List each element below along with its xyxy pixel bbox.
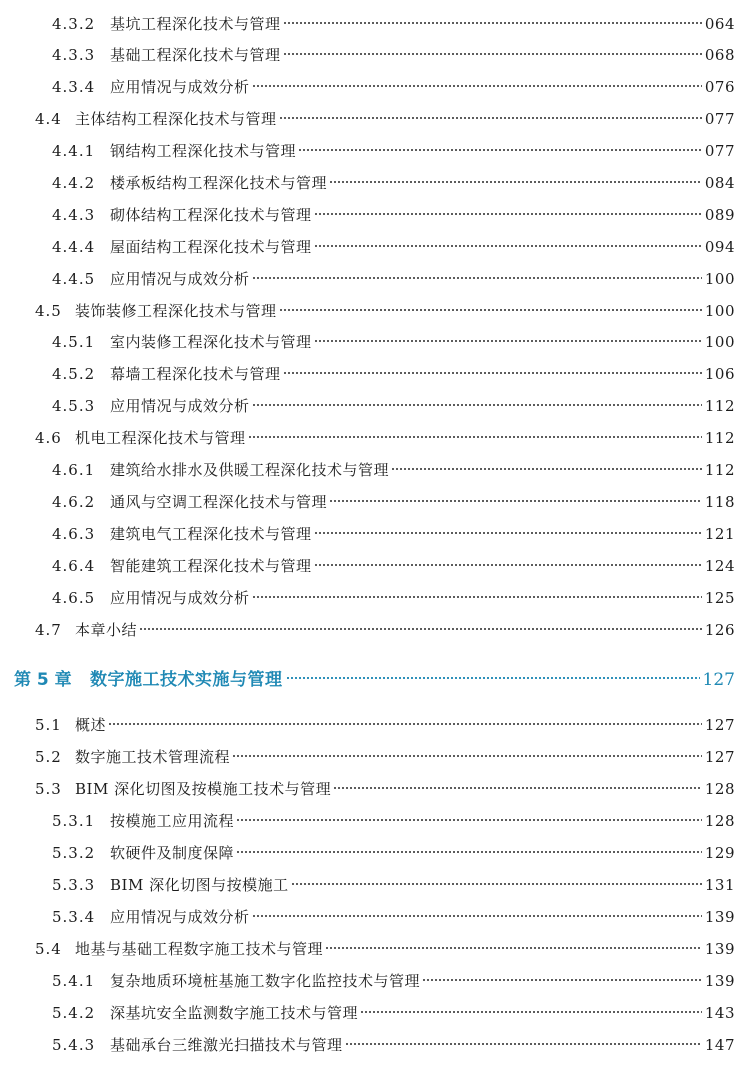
dot-leader xyxy=(345,1030,702,1050)
section-number: 5.4.2 xyxy=(52,1004,96,1022)
section-title: 钢结构工程深化技术与管理 xyxy=(110,142,297,160)
page-number: 112 xyxy=(704,429,735,447)
dot-leader xyxy=(236,806,702,826)
section-number: 4.6.5 xyxy=(52,589,96,607)
page-number: 100 xyxy=(704,302,735,320)
section-title: 应用情况与成效分析 xyxy=(110,397,250,415)
toc-entry[interactable] xyxy=(35,104,735,128)
toc-entry[interactable] xyxy=(52,838,735,862)
section-title: 幕墙工程深化技术与管理 xyxy=(110,365,281,383)
section-title: 基础承台三维激光扫描技术与管理 xyxy=(110,1036,343,1054)
section-title: 砌体结构工程深化技术与管理 xyxy=(110,206,312,224)
section-title: 地基与基础工程数字施工技术与管理 xyxy=(75,940,324,958)
page-number: 106 xyxy=(704,365,735,383)
dot-leader xyxy=(298,136,702,156)
toc-entry[interactable] xyxy=(35,742,735,766)
section-title: 基坑工程深化技术与管理 xyxy=(110,15,281,33)
toc-entry[interactable] xyxy=(52,232,735,256)
section-title: 通风与空调工程深化技术与管理 xyxy=(110,493,328,511)
page-number: 139 xyxy=(704,940,735,958)
dot-leader xyxy=(248,423,702,443)
toc-entry[interactable] xyxy=(35,423,735,447)
section-number: 4.3.3 xyxy=(52,46,96,64)
section-number: 4.4.5 xyxy=(52,270,96,288)
dot-leader xyxy=(139,615,702,635)
section-number: 4.4.1 xyxy=(52,142,96,160)
dot-leader xyxy=(236,838,702,858)
page-number: 084 xyxy=(704,174,735,192)
section-title: 软硬件及制度保障 xyxy=(110,844,235,862)
section-number: 4.6.2 xyxy=(52,493,96,511)
section-title: 主体结构工程深化技术与管理 xyxy=(75,110,277,128)
page-number: 127 xyxy=(704,716,735,734)
dot-leader xyxy=(314,327,702,347)
section-number: 5.4.3 xyxy=(52,1036,96,1054)
toc-entry[interactable] xyxy=(52,264,735,288)
section-number: 4.4 xyxy=(35,110,62,128)
section-title: 机电工程深化技术与管理 xyxy=(75,429,246,447)
page-number: 126 xyxy=(704,621,735,639)
section-title: 屋面结构工程深化技术与管理 xyxy=(110,238,312,256)
section-title: 本章小结 xyxy=(75,621,138,639)
toc-entry[interactable] xyxy=(52,966,735,990)
toc-entry[interactable] xyxy=(52,72,735,96)
dot-leader xyxy=(252,391,702,411)
section-number: 5.4 xyxy=(35,940,62,958)
page-number: 147 xyxy=(704,1036,735,1054)
toc-entry[interactable] xyxy=(52,806,735,830)
section-title: 智能建筑工程深化技术与管理 xyxy=(110,557,312,575)
dot-leader xyxy=(291,870,702,890)
toc-entry[interactable] xyxy=(52,487,735,511)
page-number: 089 xyxy=(704,206,735,224)
dot-leader xyxy=(252,264,702,284)
page-number: 127 xyxy=(702,670,735,690)
dot-leader xyxy=(283,9,702,29)
section-title: 楼承板结构工程深化技术与管理 xyxy=(110,174,328,192)
dot-leader xyxy=(252,902,702,922)
section-title: 按模施工应用流程 xyxy=(110,812,235,830)
dot-leader xyxy=(108,710,702,730)
dot-leader xyxy=(391,455,702,475)
section-number: 5.3.4 xyxy=(52,908,96,926)
dot-leader xyxy=(232,742,702,762)
section-title: 数字施工技术管理流程 xyxy=(75,748,231,766)
section-number: 5.3.3 xyxy=(52,876,96,894)
dot-leader xyxy=(314,551,702,571)
page-number: 112 xyxy=(704,397,735,415)
dot-leader xyxy=(252,72,702,92)
toc-entry[interactable] xyxy=(52,870,735,894)
page-number: 112 xyxy=(704,461,735,479)
dot-leader xyxy=(333,774,702,794)
dot-leader xyxy=(422,966,702,986)
section-number: 4.4.4 xyxy=(52,238,96,256)
page-number: 125 xyxy=(704,589,735,607)
toc-entry[interactable] xyxy=(35,296,735,320)
toc-entry[interactable] xyxy=(52,902,735,926)
page-number: 124 xyxy=(704,557,735,575)
section-title: BIM 深化切图与按模施工 xyxy=(110,876,289,894)
dot-leader xyxy=(279,296,702,316)
dot-leader xyxy=(283,40,702,60)
section-number: 4.3.4 xyxy=(52,78,96,96)
toc-entry[interactable] xyxy=(52,168,735,192)
toc-entry[interactable] xyxy=(52,391,735,415)
dot-leader xyxy=(314,232,702,252)
section-number: 4.6 xyxy=(35,429,62,447)
toc-entry[interactable] xyxy=(52,200,735,224)
section-number: 4.6.3 xyxy=(52,525,96,543)
chapter-number: 第 5 章 xyxy=(14,670,72,690)
section-number: 5.2 xyxy=(35,748,62,766)
section-title: 基础工程深化技术与管理 xyxy=(110,46,281,64)
dot-leader xyxy=(279,104,702,124)
section-number: 4.4.2 xyxy=(52,174,96,192)
toc-entry[interactable] xyxy=(52,551,735,575)
dot-leader xyxy=(314,200,702,220)
dot-leader xyxy=(283,359,702,379)
page-number: 118 xyxy=(704,493,735,511)
chapter-title: 数字施工技术实施与管理 xyxy=(90,670,283,690)
page-number: 077 xyxy=(704,142,735,160)
dot-leader xyxy=(325,934,702,954)
page-number: 100 xyxy=(704,270,735,288)
section-number: 4.5.1 xyxy=(52,333,96,351)
section-title: 应用情况与成效分析 xyxy=(110,908,250,926)
page-number: 077 xyxy=(704,110,735,128)
section-number: 5.1 xyxy=(35,716,62,734)
toc-entry[interactable] xyxy=(35,774,735,798)
page-number: 139 xyxy=(704,908,735,926)
page-number: 068 xyxy=(704,46,735,64)
page-number: 064 xyxy=(704,15,735,33)
section-title: 复杂地质环境桩基施工数字化监控技术与管理 xyxy=(110,972,421,990)
page-number: 139 xyxy=(704,972,735,990)
toc-entry[interactable] xyxy=(35,615,735,639)
toc-entry[interactable] xyxy=(52,455,735,479)
section-number: 4.7 xyxy=(35,621,62,639)
section-number: 5.3.2 xyxy=(52,844,96,862)
page-number: 129 xyxy=(704,844,735,862)
page-number: 076 xyxy=(704,78,735,96)
page-number: 128 xyxy=(704,812,735,830)
section-number: 4.6.1 xyxy=(52,461,96,479)
toc-entry[interactable] xyxy=(52,40,735,64)
toc-entry[interactable] xyxy=(35,934,735,958)
dot-leader xyxy=(329,168,702,188)
section-number: 4.3.2 xyxy=(52,15,96,33)
chapter-heading[interactable] xyxy=(14,663,735,690)
section-title: 应用情况与成效分析 xyxy=(110,270,250,288)
section-title: BIM 深化切图及按模施工技术与管理 xyxy=(75,780,332,798)
page-number: 128 xyxy=(704,780,735,798)
section-title: 应用情况与成效分析 xyxy=(110,78,250,96)
section-number: 5.3 xyxy=(35,780,62,798)
dot-leader xyxy=(286,663,700,685)
page-number: 121 xyxy=(704,525,735,543)
section-title: 装饰装修工程深化技术与管理 xyxy=(75,302,277,320)
page-number: 100 xyxy=(704,333,735,351)
section-title: 应用情况与成效分析 xyxy=(110,589,250,607)
section-title: 深基坑安全监测数字施工技术与管理 xyxy=(110,1004,359,1022)
section-number: 4.6.4 xyxy=(52,557,96,575)
toc-entry[interactable] xyxy=(52,9,735,33)
page-number: 143 xyxy=(704,1004,735,1022)
dot-leader xyxy=(329,487,702,507)
dot-leader xyxy=(314,519,702,539)
toc-entry[interactable] xyxy=(52,327,735,351)
toc-entry[interactable] xyxy=(52,998,735,1022)
section-number: 4.5.2 xyxy=(52,365,96,383)
section-number: 4.4.3 xyxy=(52,206,96,224)
page-number: 127 xyxy=(704,748,735,766)
section-number: 5.4.1 xyxy=(52,972,96,990)
dot-leader xyxy=(252,583,702,603)
section-number: 4.5 xyxy=(35,302,62,320)
section-number: 5.3.1 xyxy=(52,812,96,830)
section-title: 建筑电气工程深化技术与管理 xyxy=(110,525,312,543)
toc-entry[interactable] xyxy=(52,136,735,160)
section-title: 建筑给水排水及供暖工程深化技术与管理 xyxy=(110,461,390,479)
section-title: 室内装修工程深化技术与管理 xyxy=(110,333,312,351)
toc-entry[interactable] xyxy=(52,583,735,607)
section-title: 概述 xyxy=(75,716,107,734)
page-number: 094 xyxy=(704,238,735,256)
toc-entry[interactable] xyxy=(52,359,735,383)
toc-entry[interactable] xyxy=(52,519,735,543)
toc-entry[interactable] xyxy=(52,1030,735,1054)
page-number: 131 xyxy=(704,876,735,894)
dot-leader xyxy=(360,998,702,1018)
toc-entry[interactable] xyxy=(35,710,735,734)
section-number: 4.5.3 xyxy=(52,397,96,415)
